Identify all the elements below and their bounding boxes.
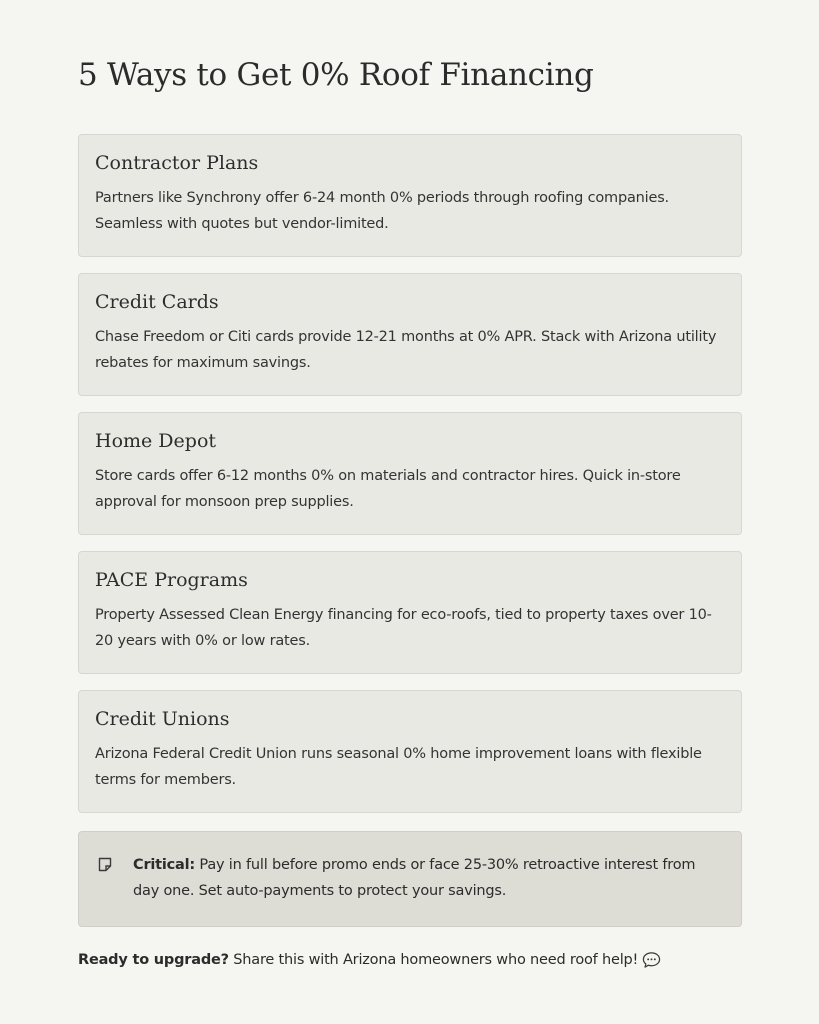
financing-card-credit-cards [78, 273, 742, 396]
callout-label: Critical: [133, 857, 196, 873]
card-title: Contractor Plans [95, 152, 259, 174]
card-body: Partners like Synchrony offer 6-24 month 0% periods through roofing companies. Seamless with quotes but vendor-limited. [95, 190, 669, 232]
callout-text [133, 852, 725, 904]
page-title: 5 Ways to Get 0% Roof Financing [78, 57, 594, 93]
note-icon [97, 857, 113, 873]
callout-message: Pay in full before promo ends or face 25-30% retroactive interest from day one. Set auto-payments to protect your savings. [133, 857, 696, 899]
speech-bubble-icon [642, 951, 661, 969]
critical-callout [78, 831, 742, 927]
card-title: Home Depot [95, 430, 217, 452]
card-title: PACE Programs [95, 569, 248, 591]
card-title: Credit Unions [95, 708, 230, 730]
article [78, 52, 742, 973]
card-title: Credit Cards [95, 291, 219, 313]
card-body: Chase Freedom or Citi cards provide 12-21 months at 0% APR. Stack with Arizona utility rebates for maximum savings. [95, 329, 717, 371]
footer-lead: Ready to upgrade? [78, 952, 229, 968]
card-body: Store cards offer 6-12 months 0% on materials and contractor hires. Quick in-store approval for monsoon prep supplies. [95, 468, 681, 510]
financing-card-credit-unions [78, 690, 742, 813]
footer-text [78, 947, 638, 973]
card-body: Arizona Federal Credit Union runs seasonal 0% home improvement loans with flexible terms for members. [95, 746, 702, 788]
financing-card-contractor-plans [78, 134, 742, 257]
footer-cta [78, 947, 742, 973]
financing-card-pace-programs [78, 551, 742, 674]
card-body: Property Assessed Clean Energy financing for eco-roofs, tied to property taxes over 10-20 years with 0% or low rates. [95, 607, 712, 649]
footer-message: Share this with Arizona homeowners who need roof help! [228, 952, 639, 968]
financing-card-home-depot [78, 412, 742, 535]
